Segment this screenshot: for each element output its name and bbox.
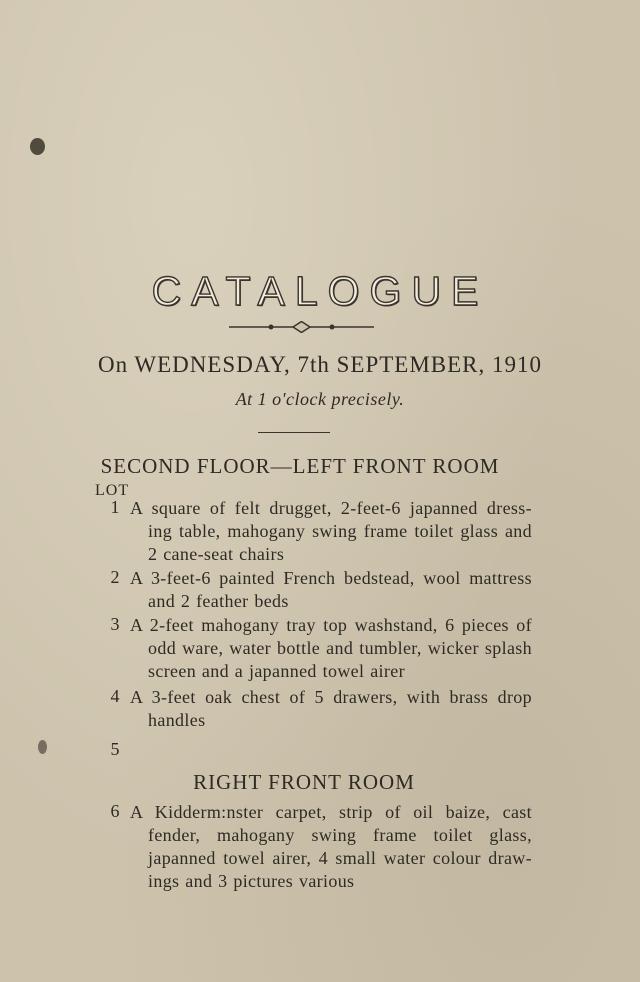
divider-rule [258, 432, 330, 433]
lot-description: A 3-feet oak chest of 5 drawers, with brass drop handles [130, 687, 532, 730]
section-heading: SECOND FLOOR—LEFT FRONT ROOM [100, 454, 500, 478]
lot-description: A square of felt drugget, 2-feet-6 japanned dress-ing table, mahogany swing frame toilet glass and 2 cane-seat chairs [130, 498, 532, 564]
lot-number: 1 [110, 497, 120, 517]
sale-date: On WEDNESDAY, 7th SEPTEMBER, 1910 [97, 352, 543, 377]
lot-description: A 2-feet mahogany tray top washstand, 6 pieces of odd ware, water bottle and tumbler, wicker splash screen and a japanned towel airer [130, 615, 532, 681]
ink-spot [38, 740, 47, 754]
ornament-divider [229, 321, 374, 333]
lot-number: 2 [110, 567, 120, 587]
section-heading: RIGHT FRONT ROOM [193, 770, 415, 794]
catalogue-title: CATALOGUE [151, 268, 489, 314]
lot-number: 4 [110, 686, 120, 706]
lot-number: 5 [110, 739, 120, 759]
lot-number: 3 [110, 614, 120, 634]
sale-time: At 1 o'clock precisely. [235, 389, 405, 409]
lot-column-label: LOT [95, 482, 130, 499]
lot-description: A 3-feet-6 painted French bedstead, wool mattress and 2 feather beds [130, 568, 532, 611]
ink-spot [30, 138, 45, 155]
lot-number: 6 [110, 801, 120, 821]
lot-description: A Kidderm:nster carpet, strip of oil baize, cast fender, mahogany swing frame toilet glass, japanned towel airer, 4 small water colour draw-ings and 3 pictures various [130, 802, 532, 891]
